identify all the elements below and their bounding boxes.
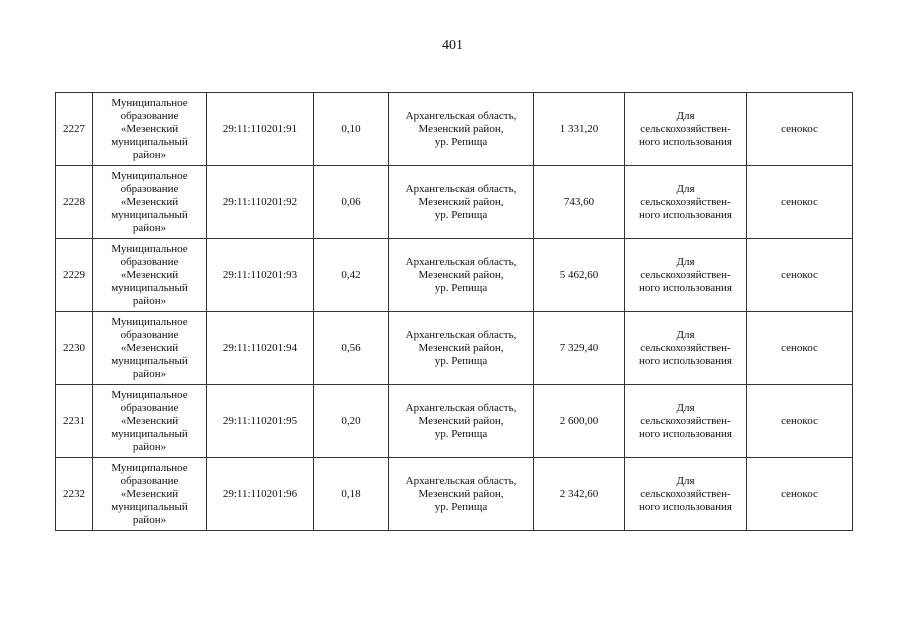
land-use-line: сельскохозяйствен- xyxy=(640,414,731,427)
cadastral-value-cell: 743,60 xyxy=(534,166,625,239)
page-number: 401 xyxy=(442,38,463,53)
address-line: Архангельская область, xyxy=(405,474,517,487)
land-use-cell xyxy=(625,385,747,458)
table-body xyxy=(56,93,853,531)
area-cell: 0,10 xyxy=(314,93,389,166)
table-row xyxy=(56,458,853,531)
address-line: Мезенский район, xyxy=(418,268,504,281)
land-use-line: Для xyxy=(676,109,695,122)
cadastral-value-cell: 2 600,00 xyxy=(534,385,625,458)
owner-line: район» xyxy=(132,148,167,161)
owner-line: район» xyxy=(132,294,167,307)
cadastral-number-cell: 29:11:110201:95 xyxy=(207,385,314,458)
land-plots-table xyxy=(55,92,853,531)
address-line: Архангельская область, xyxy=(405,401,517,414)
address-cell xyxy=(389,312,534,385)
address-line: Мезенский район, xyxy=(418,195,504,208)
row-number-cell: 2228 xyxy=(56,166,93,239)
row-number-cell: 2229 xyxy=(56,239,93,312)
table-row xyxy=(56,166,853,239)
cadastral-number-cell: 29:11:110201:96 xyxy=(207,458,314,531)
owner-line: образование xyxy=(120,401,179,414)
land-use-line: ного использования xyxy=(639,281,732,294)
address-line: ур. Репища xyxy=(434,208,488,221)
owner-line: муниципальный xyxy=(111,281,188,294)
cadastral-number-cell: 29:11:110201:92 xyxy=(207,166,314,239)
address-line: Архангельская область, xyxy=(405,328,517,341)
area-cell: 0,42 xyxy=(314,239,389,312)
owner-line: Муниципальное xyxy=(111,315,188,328)
land-use-line: сельскохозяйствен- xyxy=(640,341,731,354)
owner-line: муниципальный xyxy=(111,135,188,148)
owner-line: образование xyxy=(120,109,179,122)
land-use-line: ного использования xyxy=(639,208,732,221)
owner-line: район» xyxy=(132,513,167,526)
address-cell xyxy=(389,458,534,531)
owner-line: Муниципальное xyxy=(111,242,188,255)
row-number-cell: 2227 xyxy=(56,93,93,166)
area-cell: 0,06 xyxy=(314,166,389,239)
owner-line: «Мезенский xyxy=(120,414,179,427)
table-row xyxy=(56,239,853,312)
row-number-cell: 2230 xyxy=(56,312,93,385)
owner-line: район» xyxy=(132,440,167,453)
owner-line: «Мезенский xyxy=(120,341,179,354)
cadastral-value-cell: 1 331,20 xyxy=(534,93,625,166)
owner-line: муниципальный xyxy=(111,427,188,440)
owner-line: район» xyxy=(132,221,167,234)
land-use-line: ного использования xyxy=(639,427,732,440)
land-use-line: сельскохозяйствен- xyxy=(640,268,731,281)
land-use-line: ного использования xyxy=(639,135,732,148)
land-kind-cell: сенокос xyxy=(747,312,853,385)
area-cell: 0,56 xyxy=(314,312,389,385)
owner-line: образование xyxy=(120,474,179,487)
land-use-line: Для xyxy=(676,401,695,414)
owner-cell xyxy=(93,458,207,531)
address-line: Архангельская область, xyxy=(405,255,517,268)
row-number-cell: 2231 xyxy=(56,385,93,458)
owner-line: Муниципальное xyxy=(111,461,188,474)
address-line: ур. Репища xyxy=(434,500,488,513)
address-line: ур. Репища xyxy=(434,354,488,367)
owner-line: Муниципальное xyxy=(111,96,188,109)
owner-line: район» xyxy=(132,367,167,380)
owner-line: муниципальный xyxy=(111,354,188,367)
owner-line: «Мезенский xyxy=(120,195,179,208)
land-use-line: ного использования xyxy=(639,354,732,367)
land-use-cell xyxy=(625,239,747,312)
land-kind-cell: сенокос xyxy=(747,458,853,531)
land-use-line: ного использования xyxy=(639,500,732,513)
row-number-cell: 2232 xyxy=(56,458,93,531)
owner-cell xyxy=(93,312,207,385)
land-use-cell xyxy=(625,312,747,385)
address-cell xyxy=(389,385,534,458)
address-line: ур. Репища xyxy=(434,281,488,294)
table-row xyxy=(56,93,853,166)
owner-line: образование xyxy=(120,182,179,195)
land-kind-cell: сенокос xyxy=(747,166,853,239)
address-cell xyxy=(389,239,534,312)
land-use-line: сельскохозяйствен- xyxy=(640,487,731,500)
table-row xyxy=(56,312,853,385)
owner-line: муниципальный xyxy=(111,500,188,513)
cadastral-number-cell: 29:11:110201:91 xyxy=(207,93,314,166)
address-line: Архангельская область, xyxy=(405,182,517,195)
land-kind-cell: сенокос xyxy=(747,93,853,166)
address-cell xyxy=(389,93,534,166)
table-row xyxy=(56,385,853,458)
owner-line: «Мезенский xyxy=(120,122,179,135)
address-line: Мезенский район, xyxy=(418,414,504,427)
cadastral-number-cell: 29:11:110201:94 xyxy=(207,312,314,385)
land-use-line: сельскохозяйствен- xyxy=(640,122,731,135)
address-line: Мезенский район, xyxy=(418,341,504,354)
area-cell: 0,20 xyxy=(314,385,389,458)
address-line: ур. Репища xyxy=(434,135,488,148)
owner-cell xyxy=(93,93,207,166)
owner-cell xyxy=(93,239,207,312)
cadastral-number-cell: 29:11:110201:93 xyxy=(207,239,314,312)
address-line: Мезенский район, xyxy=(418,122,504,135)
owner-line: образование xyxy=(120,255,179,268)
owner-line: «Мезенский xyxy=(120,268,179,281)
land-use-cell xyxy=(625,93,747,166)
land-use-line: сельскохозяйствен- xyxy=(640,195,731,208)
land-kind-cell: сенокос xyxy=(747,239,853,312)
land-kind-cell: сенокос xyxy=(747,385,853,458)
address-line: ур. Репища xyxy=(434,427,488,440)
owner-cell xyxy=(93,385,207,458)
land-use-line: Для xyxy=(676,328,695,341)
land-use-line: Для xyxy=(676,182,695,195)
land-use-cell xyxy=(625,166,747,239)
owner-line: муниципальный xyxy=(111,208,188,221)
cadastral-value-cell: 2 342,60 xyxy=(534,458,625,531)
land-use-line: Для xyxy=(676,474,695,487)
address-line: Архангельская область, xyxy=(405,109,517,122)
land-use-line: Для xyxy=(676,255,695,268)
address-cell xyxy=(389,166,534,239)
owner-line: образование xyxy=(120,328,179,341)
owner-cell xyxy=(93,166,207,239)
cadastral-value-cell: 5 462,60 xyxy=(534,239,625,312)
land-use-cell xyxy=(625,458,747,531)
cadastral-value-cell: 7 329,40 xyxy=(534,312,625,385)
owner-line: Муниципальное xyxy=(111,388,188,401)
owner-line: Муниципальное xyxy=(111,169,188,182)
owner-line: «Мезенский xyxy=(120,487,179,500)
area-cell: 0,18 xyxy=(314,458,389,531)
address-line: Мезенский район, xyxy=(418,487,504,500)
